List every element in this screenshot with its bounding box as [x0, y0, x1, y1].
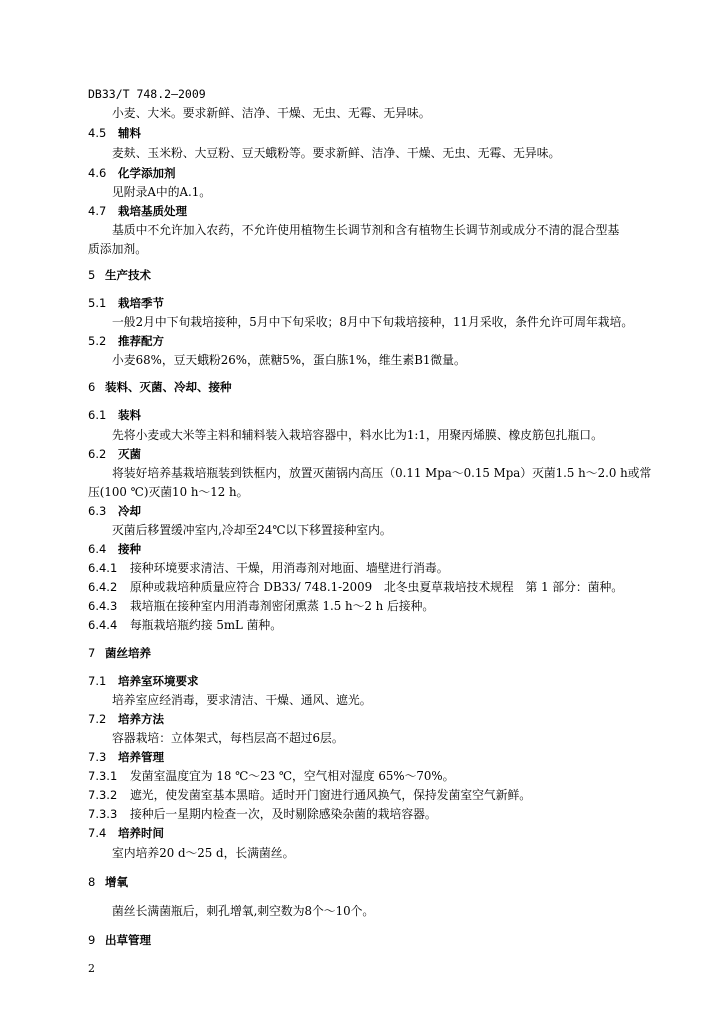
paragraph-line: 接种环境要求清洁、干燥，用消毒剂对地面、墙壁进行消毒。 [130, 561, 449, 575]
page-number: 2 [88, 962, 95, 975]
section-heading: 菌丝培养 [105, 646, 151, 660]
section-number: 6.4.4 [88, 618, 118, 632]
section-heading: 冷却 [118, 504, 141, 518]
section-heading: 灭菌 [118, 447, 141, 461]
section-heading: 推荐配方 [118, 334, 164, 348]
section-number: 7.2 [88, 712, 107, 726]
paragraph-line: 栽培瓶在接种室内用消毒剂密闭熏蒸 1.5 h～2 h 后接种。 [130, 599, 435, 613]
section-heading: 栽培基质处理 [118, 204, 187, 218]
section-number: 6.4.3 [88, 599, 118, 613]
section-number: 4.7 [88, 204, 107, 218]
paragraph-line: 质添加剂。 [88, 242, 147, 256]
paragraph-line: 原种或栽培种质量应符合 DB33/ 748.1-2009 北冬虫夏草栽培技术规程 第 1 部分：菌种。 [130, 580, 624, 594]
section-number: 4.6 [88, 166, 107, 180]
paragraph-line: 先将小麦或大米等主料和辅料装入栽培容器中，料水比为1:1，用聚丙烯膜、橡皮筋包扎瓶口。 [112, 428, 603, 442]
paragraph-line: 每瓶栽培瓶约接 5mL 菌种。 [130, 618, 282, 632]
section-number: 9 [88, 933, 96, 947]
paragraph-line: 发菌室温度宜为 18 ℃～23 ℃，空气相对湿度 65%～70%。 [130, 769, 455, 783]
paragraph-line: 接种后一星期内检查一次，及时剔除感染杂菌的栽培容器。 [130, 807, 437, 821]
paragraph-line: 遮光，使发菌室基本黑暗。适时开门窗进行通风换气，保持发菌室空气新鲜。 [130, 788, 532, 802]
section-heading: 培养方法 [118, 712, 164, 726]
section-heading: 生产技术 [105, 268, 151, 282]
section-heading: 增氧 [105, 875, 128, 889]
section-number: 6 [88, 380, 96, 394]
paragraph-line: 压(100 ℃)灭菌10 h～12 h。 [88, 485, 249, 499]
section-heading: 培养室环境要求 [118, 674, 199, 688]
section-number: 7.4 [88, 826, 107, 840]
section-number: 7.1 [88, 674, 107, 688]
section-number: 7.3.3 [88, 807, 118, 821]
paragraph-line: 培养室应经消毒，要求清洁、干燥、通风、遮光。 [112, 693, 372, 707]
section-heading: 辅料 [118, 126, 141, 140]
section-number: 7.3.1 [88, 769, 118, 783]
section-heading: 培养管理 [118, 750, 164, 764]
paragraph-line: 一般2月中下旬栽培接种，5月中下旬采收；8月中下旬栽培接种，11月采收，条件允许可周年栽培。 [112, 315, 634, 329]
section-number: 4.5 [88, 126, 107, 140]
section-number: 6.4.1 [88, 561, 118, 575]
paragraph-line: 麦麸、玉米粉、大豆粉、豆天蛾粉等。要求新鲜、洁净、干燥、无虫、无霉、无异味。 [112, 146, 561, 160]
section-number: 8 [88, 875, 96, 889]
section-heading: 装料、灭菌、冷却、接种 [105, 380, 232, 394]
section-number: 6.4 [88, 542, 107, 556]
document-id-header: DB33/T 748.2—2009 [88, 87, 206, 101]
section-heading: 栽培季节 [118, 296, 164, 310]
section-heading: 装料 [118, 408, 141, 422]
paragraph-line: 菌丝长满菌瓶后，刺孔增氧,刺空数为8个～10个。 [112, 904, 375, 918]
section-number: 6.1 [88, 408, 107, 422]
paragraph-line: 见附录A中的A.1。 [112, 185, 212, 199]
section-heading: 培养时间 [118, 826, 164, 840]
paragraph-line: 容器栽培：立体架式，每档层高不超过6层。 [112, 731, 344, 745]
section-heading: 化学添加剂 [118, 166, 176, 180]
section-number: 6.3 [88, 504, 107, 518]
section-number: 6.4.2 [88, 580, 118, 594]
section-heading: 接种 [118, 542, 141, 556]
section-number: 7 [88, 646, 96, 660]
paragraph-line: 小麦68%，豆天蛾粉26%，蔗糖5%，蛋白胨1%，维生素B1微量。 [112, 353, 466, 367]
section-number: 5.2 [88, 334, 107, 348]
section-number: 6.2 [88, 447, 107, 461]
paragraph-line: 基质中不允许加入农药，不允许使用植物生长调节剂和含有植物生长调节剂或成分不清的混合型基 [112, 223, 620, 237]
paragraph-line: 灭菌后移置缓冲室内,冷却至24℃以下移置接种室内。 [112, 523, 392, 537]
paragraph-line: 将装好培养基栽培瓶装到铁框内，放置灭菌锅内高压（0.11 Mpa～0.15 Mpa）灭菌1.5 h～2.0 h或常 [112, 466, 652, 480]
paragraph-line: 小麦、大米。要求新鲜、洁净、干燥、无虫、无霉、无异味。 [112, 106, 431, 120]
section-heading: 出草管理 [105, 933, 151, 947]
section-number: 7.3 [88, 750, 107, 764]
section-number: 5.1 [88, 296, 107, 310]
section-number: 7.3.2 [88, 788, 118, 802]
section-number: 5 [88, 268, 96, 282]
paragraph-line: 室内培养20 d～25 d，长满菌丝。 [112, 846, 295, 860]
